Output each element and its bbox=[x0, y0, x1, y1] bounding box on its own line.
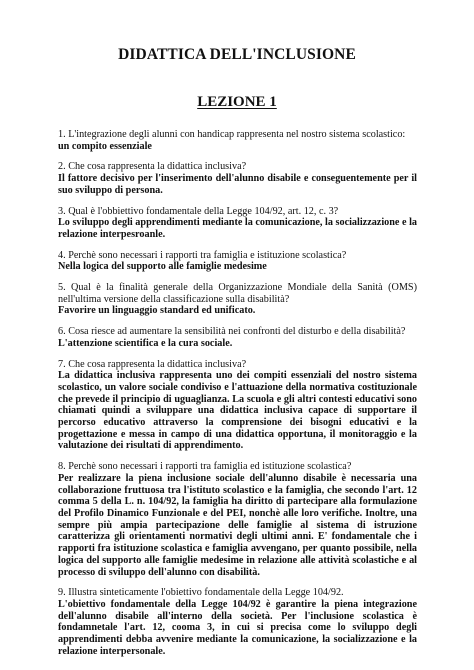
qa-item bbox=[58, 129, 417, 152]
question-answer-list bbox=[58, 129, 417, 666]
qa-item bbox=[58, 206, 417, 241]
question-text: 2. Che cosa rappresenta la didattica inclusiva? bbox=[58, 161, 247, 173]
answer-text: La didattica inclusiva rappresenta uno dei compiti essenziali del nostro sistema scolastico, un valore sociale condiviso e l'attuazione della normativa costituzionale che prevede il principio di uguaglianza. La scuola e gli altri contesti educativi sono chiamati quindi a sviluppare una didattica inclusiva capace di supportare il percorso educativo attraverso la comprensione dei bisogni educativi e la progettazione e messa in campo di una didattica opportuna, il monitoraggio e la valutazione dei risultati di apprendimento. bbox=[58, 370, 417, 452]
lesson-heading-text: LEZIONE 1 bbox=[197, 94, 277, 110]
answer-text: Nella logica del supporto alle famiglie medesime bbox=[58, 261, 267, 273]
answer-text: Lo sviluppo degli apprendimenti mediante la comunicazione, la socializzazione e la relazione interpesroanle. bbox=[58, 217, 417, 240]
document-title: DIDATTICA DELL'INCLUSIONE bbox=[118, 46, 356, 63]
qa-item bbox=[58, 587, 417, 657]
qa-item bbox=[58, 359, 417, 453]
question-text: 1. L'integrazione degli alunni con handicap rappresenta nel nostro sistema scolastico: bbox=[58, 129, 406, 140]
question-text: 5. Qual è la finalità generale della Organizzazione Mondiale della Sanità (OMS) nell'ultima versione della classificazione sulla disabilità? bbox=[58, 282, 417, 305]
question-text: 9. Illustra sinteticamente l'obiettivo fondamentale della Legge 104/92. bbox=[58, 587, 344, 599]
answer-text: L'obiettivo fondamentale della Legge 104/92 è garantire la piena integrazione dell'alunno disabile all'interno della società. Per l'inclusione scolastica è fondamnetale l'art. 12, cooma 3, in cui si precisa come lo sviluppo degli apprendimenti debba avvenire mediante la comunicazione, la socializzazione e la relazione interpersonale. bbox=[58, 598, 417, 657]
answer-text: un compito essenziale bbox=[58, 140, 152, 152]
qa-item bbox=[58, 250, 417, 273]
answer-text: Per realizzare la piena inclusione sociale dell'alunno disabile è necessaria una collaborazione fruttuosa tra l'istituto scolastico e la famiglia, che secondo l'art. 12 comma 5 della L. n. 104/92, la famiglia ha diritto di partecipare alla formulazione del Profilo Dinamico Funzionale e del PEI, nonchè alle loro verifiche. Inoltre, una sempre più ampia partecipazione delle famiglie al sistema di istruzione caratterizza gli orientamenti normativi degli ultimi anni. E' fondamentale che i rapporti fra istituzione scolastica e famiglia avvengano, per quanto possibile, nella logica del supporto alle famiglie medesime in relazione alle attività scolastiche e al processo di sviluppo dell'alunno con disabilità. bbox=[58, 472, 417, 578]
answer-text: Favorire un linguaggio standard ed unificato. bbox=[58, 305, 256, 317]
qa-item bbox=[58, 282, 417, 317]
qa-item bbox=[58, 161, 417, 196]
qa-item bbox=[58, 461, 417, 578]
question-text: 6. Cosa riesce ad aumentare la sensibilità nei confronti del disturbo e della disabilità? bbox=[58, 326, 406, 338]
question-text: 4. Perchè sono necessari i rapporti tra famiglia e istituzione scolastica? bbox=[58, 249, 347, 261]
lesson-heading bbox=[0, 94, 474, 111]
answer-text: L'attenzione scientifica e la cura sociale. bbox=[58, 337, 233, 349]
question-text: 8. Perchè sono necessari i rapporti tra famiglia ed istituzione scolastica? bbox=[58, 461, 352, 473]
qa-item bbox=[58, 326, 417, 349]
answer-text: Il fattore decisivo per l'inserimento dell'alunno disabile e conseguentemente per il suo sviluppo di persona. bbox=[58, 173, 417, 196]
question-text: 3. Qual è l'obbiettivo fondamentale della Legge 104/92, art. 12, c. 3? bbox=[58, 205, 339, 217]
question-text: 7. Che cosa rappresenta la didattica inclusiva? bbox=[58, 358, 247, 370]
